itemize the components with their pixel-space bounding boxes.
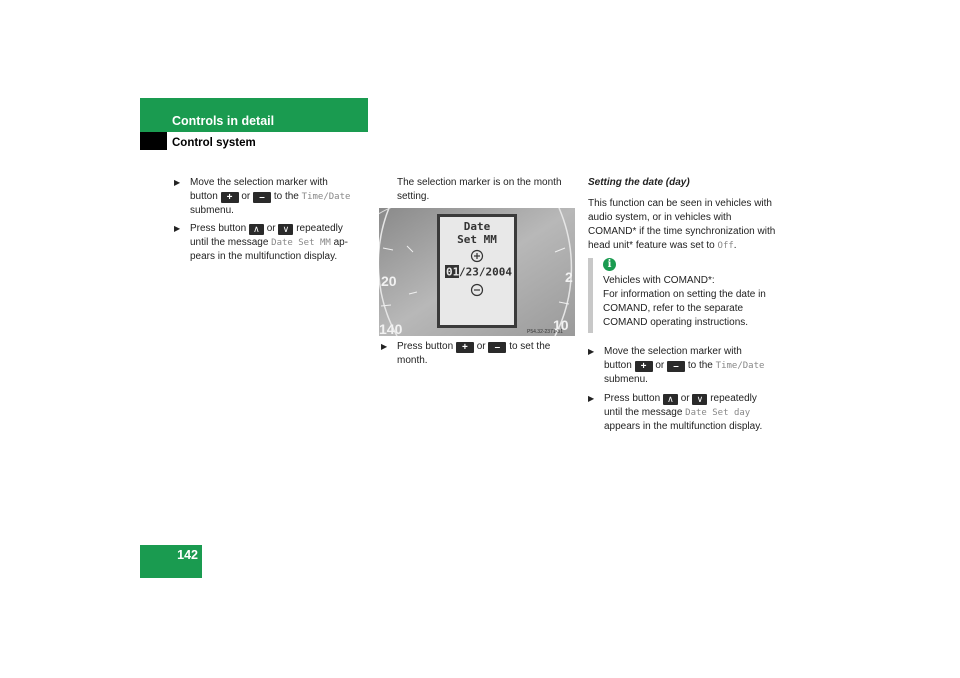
display-line-date: Date [463,220,491,233]
setting-value: Off [717,241,734,251]
minus-button-icon: – [667,361,685,372]
header-marker [140,132,167,150]
gauge-label-20: 20 [381,273,397,289]
bullet-press-button: ▶ Press button ∧ or ∨ repeatedly until the message Date Set MM ap- pears in the multifunction display. [174,223,349,262]
gauge-label-140: 140 [379,321,403,336]
minus-button-icon: – [253,192,271,203]
section-title: Controls in detail [172,114,275,128]
bullet-move-marker-2: ▶ Move the selection marker with button + or – to the Time/Date submenu. [588,346,765,385]
section-heading: Setting the date (day) [588,177,690,188]
note-bar [588,258,593,333]
down-button-icon: ∨ [692,394,707,405]
plus-button-icon: + [635,361,653,372]
image-code: P54.32-2371-31 [527,329,563,335]
display-message: Date Set MM [271,238,331,248]
info-icon: i [603,258,616,271]
note-comand: Vehicles with COMAND*: For information on setting the date in COMAND, refer to the separate COMAND operating instructions. [603,275,766,328]
section-subtitle: Control system [172,137,256,149]
multifunction-display-image [379,208,575,336]
display-date-rest: /23/2004 [459,265,512,279]
gauge-label-2: 2 [565,269,573,285]
minus-button-icon: – [488,342,506,353]
page-number: 142 [177,548,198,562]
plus-button-icon: + [221,192,239,203]
down-button-icon: ∨ [278,224,293,235]
display-line-set-mm: Set MM [457,233,497,246]
gauge-label-10: 10 [553,317,569,333]
display-message: Date Set day [685,408,751,418]
bullet-arrow-icon: ▶ [174,224,181,233]
plus-button-icon: + [456,342,474,353]
bullet-arrow-icon: ▶ [588,347,595,356]
section-setting-date-day: Setting the date (day) This function can be seen in vehicles with audio system, or in vehicles with COMAND* if the time synchronization with head unit* feature was set to Off. [588,176,798,253]
display-month-selected: 01 [446,265,460,279]
bullet-set-month: ▶ Press button + or – to set the month. [381,341,551,366]
menu-name: Time/Date [715,361,765,371]
bullet-arrow-icon: ▶ [381,342,388,351]
up-button-icon: ∧ [663,394,678,405]
bullet-arrow-icon: ▶ [588,394,595,403]
up-button-icon: ∧ [249,224,264,235]
paragraph-marker-on-month: The selection marker is on the month setting. [397,177,562,202]
bullet-press-button-2: ▶ Press button ∧ or ∨ repeatedly until the message Date Set day appears in the multifunction display. [588,393,763,432]
bullet-arrow-icon: ▶ [174,178,181,187]
bullet-move-marker: ▶ Move the selection marker with button + or – to the Time/Date submenu. [174,177,351,216]
menu-name: Time/Date [301,192,351,202]
page-number-box [140,545,202,578]
